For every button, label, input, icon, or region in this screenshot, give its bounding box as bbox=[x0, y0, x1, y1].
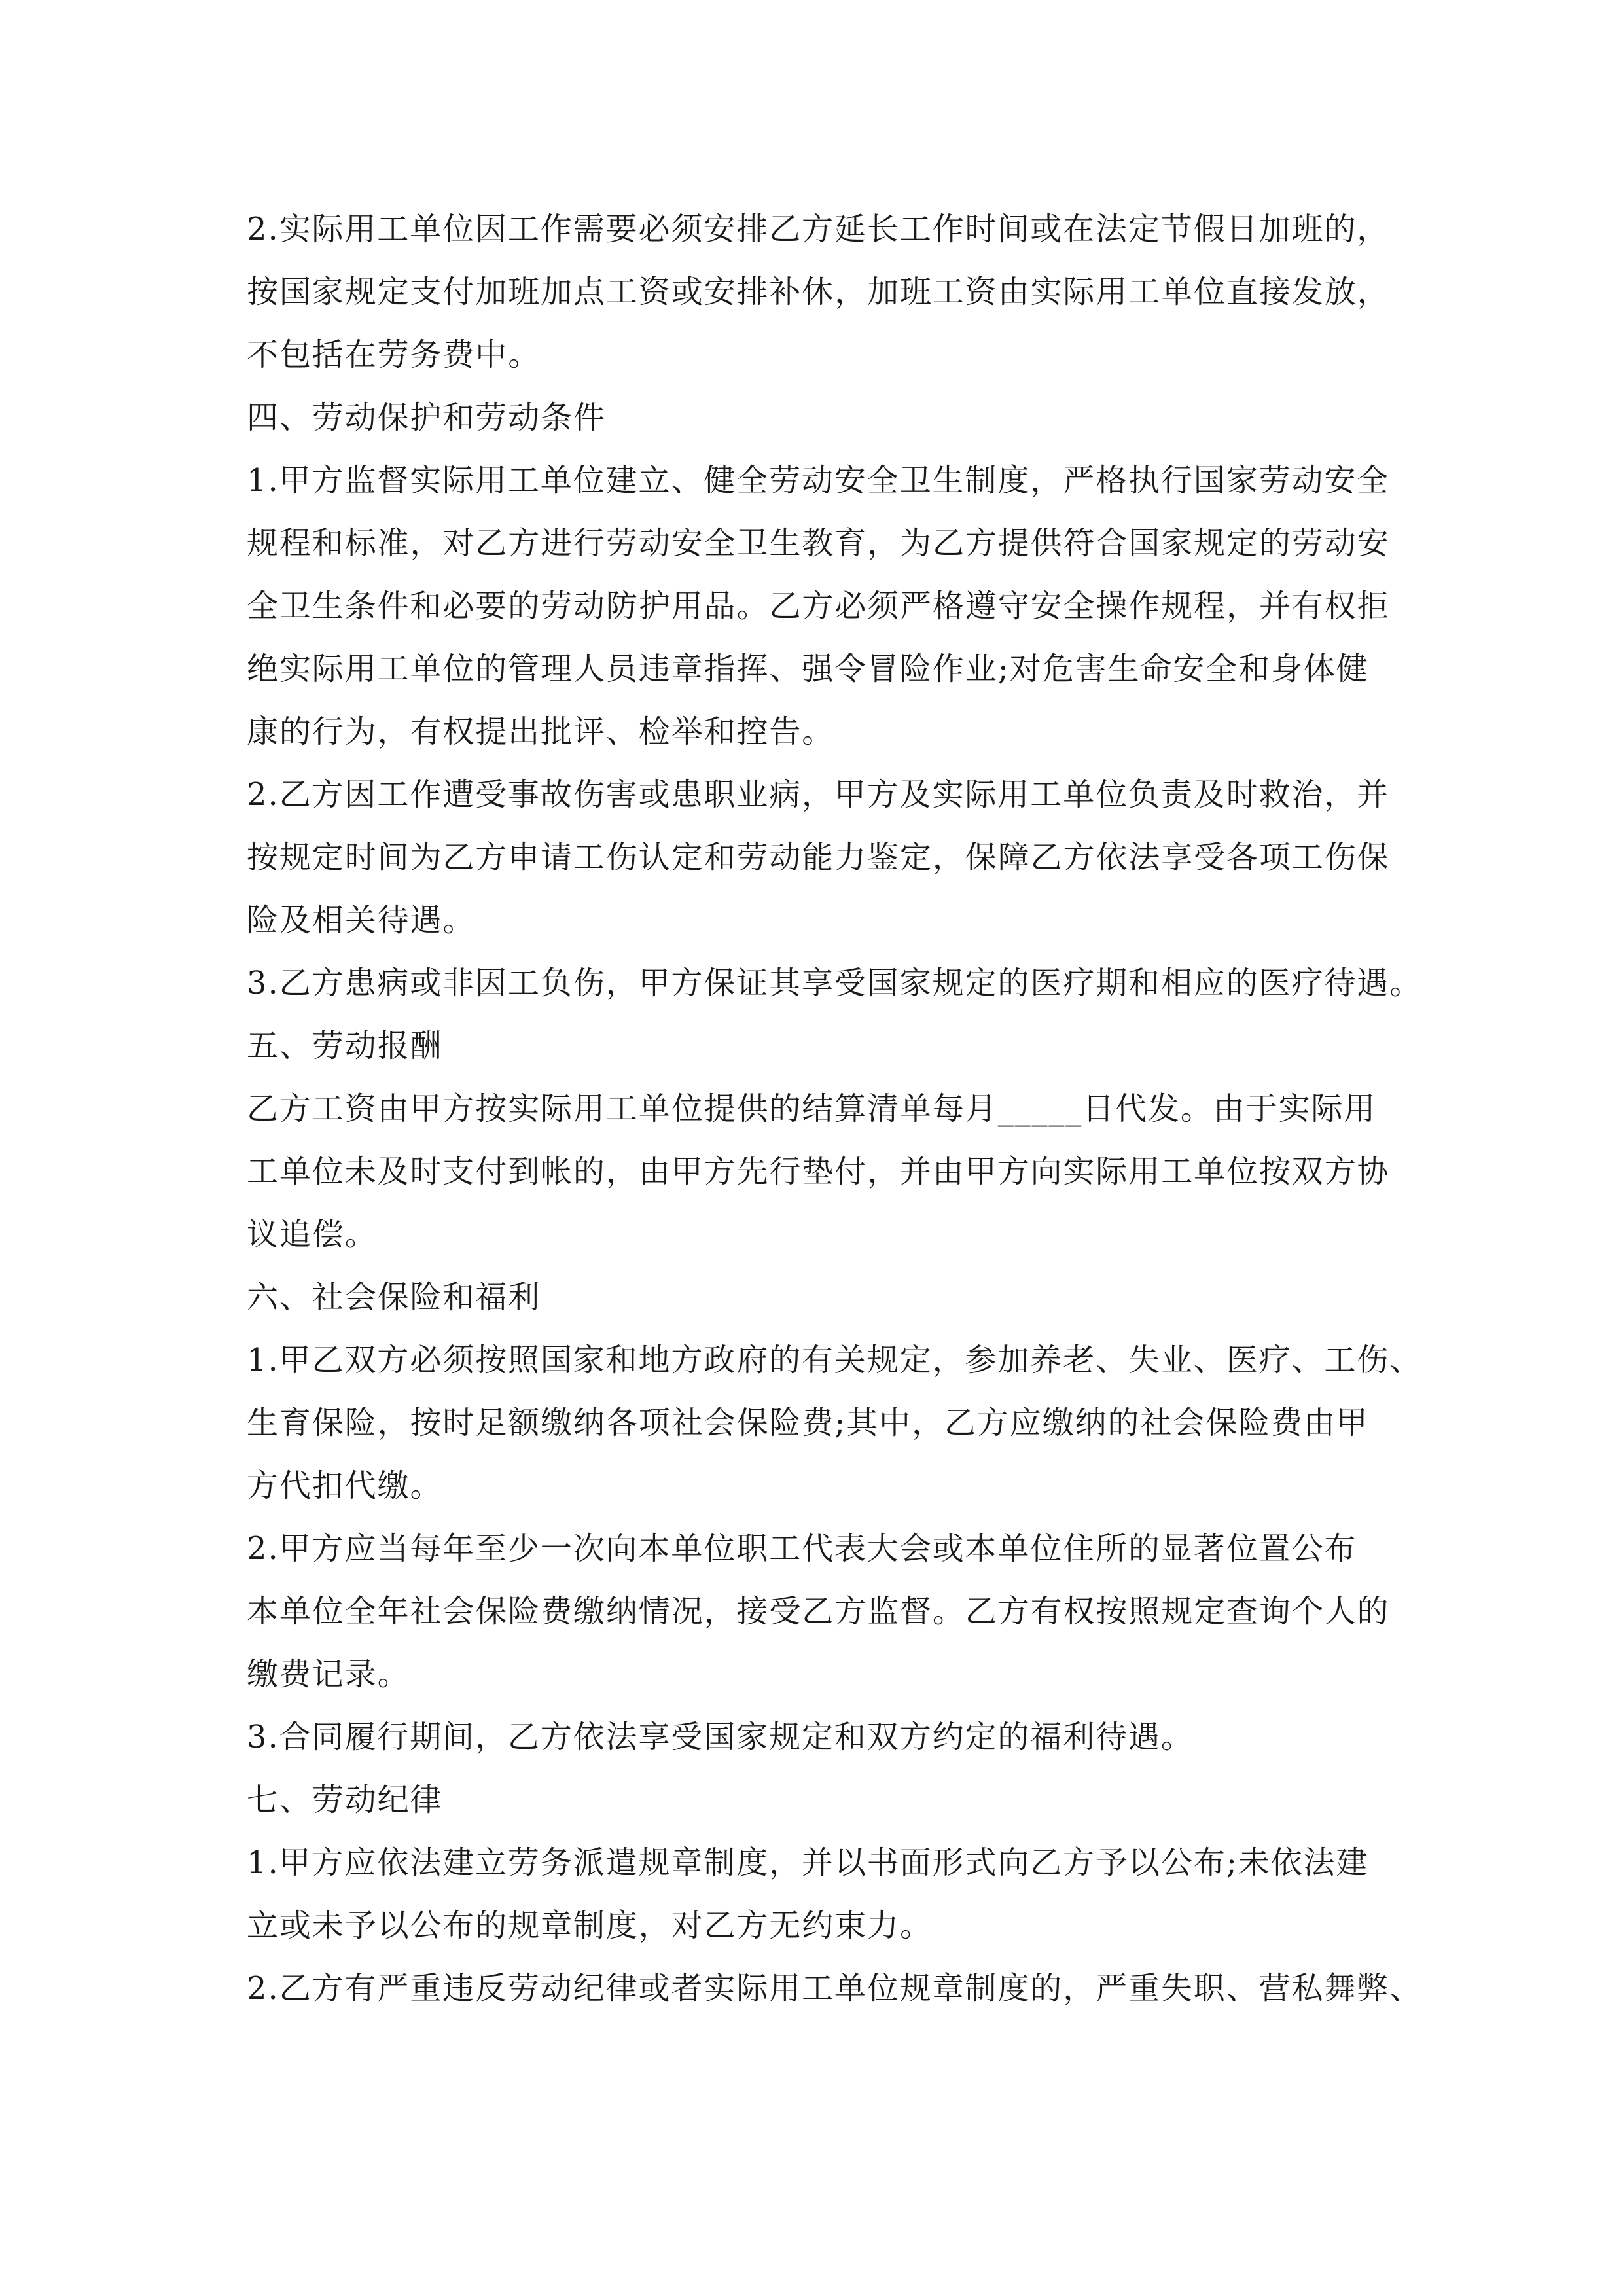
paragraph-line: 按规定时间为乙方申请工伤认定和劳动能力鉴定，保障乙方依法享受各项工伤保 bbox=[247, 839, 1390, 876]
section-heading-remuneration: 五、劳动报酬 bbox=[247, 1028, 443, 1064]
paragraph-line: 缴费记录。 bbox=[247, 1656, 410, 1693]
paragraph-line: 乙方工资由甲方按实际用工单位提供的结算清单每月_____日代发。由于实际用 bbox=[247, 1090, 1377, 1127]
paragraph-line: 康的行为，有权提出批评、检举和控告。 bbox=[247, 713, 835, 750]
paragraph-line: 1.甲方应依法建立劳务派遣规章制度，并以书面形式向乙方予以公布;未依法建 bbox=[247, 1844, 1369, 1881]
paragraph-line: 规程和标准，对乙方进行劳动安全卫生教育，为乙方提供符合国家规定的劳动安 bbox=[247, 525, 1390, 562]
paragraph-line: 绝实际用工单位的管理人员违章指挥、强令冒险作业;对危害生命安全和身体健 bbox=[247, 651, 1369, 687]
section-heading-labor-protection: 四、劳动保护和劳动条件 bbox=[247, 399, 606, 436]
paragraph-line: 1.甲乙双方必须按照国家和地方政府的有关规定，参加养老、失业、医疗、工伤、 bbox=[247, 1342, 1423, 1378]
section-heading-social-insurance: 六、社会保险和福利 bbox=[247, 1279, 541, 1316]
paragraph-line: 2.实际用工单位因工作需要必须安排乙方延长工作时间或在法定节假日加班的， bbox=[247, 211, 1390, 247]
paragraph-line: 3.合同履行期间，乙方依法享受国家规定和双方约定的福利待遇。 bbox=[247, 1719, 1194, 1755]
paragraph-line: 按国家规定支付加班加点工资或安排补休，加班工资由实际用工单位直接发放， bbox=[247, 274, 1390, 310]
paragraph-line: 2.甲方应当每年至少一次向本单位职工代表大会或本单位住所的显著位置公布 bbox=[247, 1530, 1357, 1567]
paragraph-line: 方代扣代缴。 bbox=[247, 1467, 443, 1504]
paragraph-line: 2.乙方有严重违反劳动纪律或者实际用工单位规章制度的，严重失职、营私舞弊、 bbox=[247, 1970, 1423, 2007]
paragraph-line: 议追偿。 bbox=[247, 1216, 378, 1253]
paragraph-line: 全卫生条件和必要的劳动防护用品。乙方必须严格遵守安全操作规程，并有权拒 bbox=[247, 588, 1390, 624]
paragraph-line: 生育保险，按时足额缴纳各项社会保险费;其中，乙方应缴纳的社会保险费由甲 bbox=[247, 1405, 1369, 1441]
document-body bbox=[247, 198, 1423, 2020]
paragraph-line: 险及相关待遇。 bbox=[247, 902, 476, 939]
paragraph-line: 立或未予以公布的规章制度，对乙方无约束力。 bbox=[247, 1907, 933, 1944]
paragraph-line: 1.甲方监督实际用工单位建立、健全劳动安全卫生制度，严格执行国家劳动安全 bbox=[247, 462, 1390, 499]
paragraph-line: 工单位未及时支付到帐的，由甲方先行垫付，并由甲方向实际用工单位按双方协 bbox=[247, 1153, 1390, 1190]
paragraph-line: 本单位全年社会保险费缴纳情况，接受乙方监督。乙方有权按照规定查询个人的 bbox=[247, 1593, 1390, 1630]
paragraph-line: 2.乙方因工作遭受事故伤害或患职业病，甲方及实际用工单位负责及时救治，并 bbox=[247, 776, 1390, 813]
paragraph-line: 3.乙方患病或非因工负伤，甲方保证其享受国家规定的医疗期和相应的医疗待遇。 bbox=[247, 965, 1423, 1001]
paragraph-line: 不包括在劳务费中。 bbox=[247, 336, 541, 373]
section-heading-labor-discipline: 七、劳动纪律 bbox=[247, 1782, 443, 1818]
